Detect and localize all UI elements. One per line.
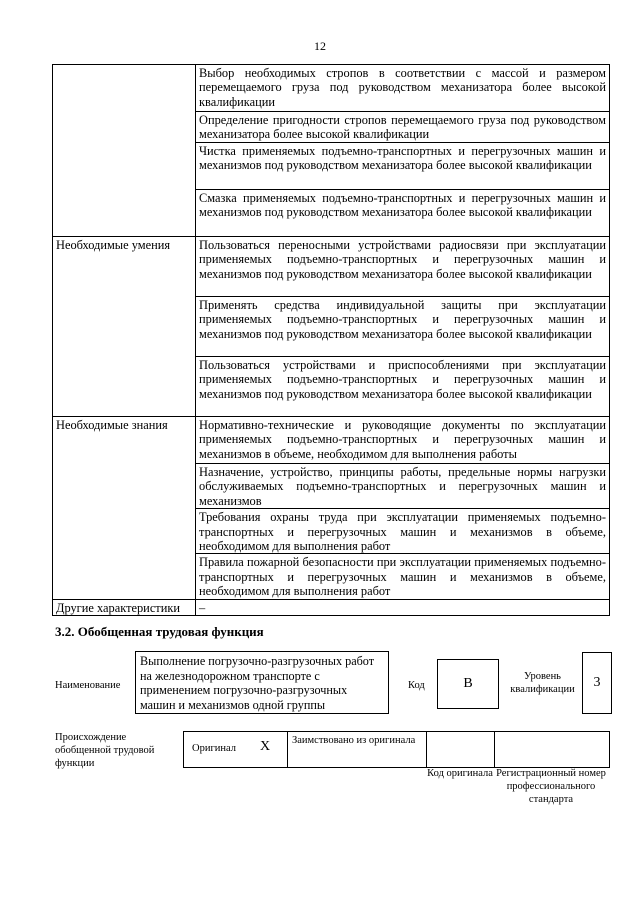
table-text-cell: Чистка применяемых подъемно-транспортных и перегрузочных машин и механизмов под руководством механизатора более высокой квалификации <box>196 143 610 190</box>
table-row <box>53 599 610 615</box>
name-value: Выполнение погрузочно-разгрузочных работ на железнодорожном транспорте с применением погрузочно-разгрузочных машин и механизмов одной группы <box>135 651 389 714</box>
table-label-cell: Необходимые умения <box>53 237 196 417</box>
table-text-cell: Пользоваться устройствами и приспособлениями при эксплуатации применяемых подъемно-транспортных и перегрузочных машин и механизмов под руководством механизатора более высокой квалификации <box>196 357 610 417</box>
table-text-cell: Требования охраны труда при эксплуатации применяемых подъемно-транспортных и перегрузочных машин и механизмов в объеме, необходимом для выполнения работ <box>196 509 610 554</box>
table-text-cell: Смазка применяемых подъемно-транспортных и перегрузочных машин и механизмов под руководством механизатора более высокой квалификации <box>196 190 610 237</box>
skills-table <box>52 64 610 616</box>
table-text-cell: Пользоваться переносными устройствами радиосвязи при эксплуатации применяемых подъемно-транспортных и перегрузочных машин и механизмов под руководством механизатора более высокой квалификации <box>196 237 610 297</box>
code-label: Код <box>408 680 425 691</box>
table-text-cell: Назначение, устройство, принципы работы, предельные нормы нагрузки обслуживаемых подъемно-транспортных и перегрузочных машин и механизмов <box>196 464 610 509</box>
original-label: Оригинал <box>192 743 236 754</box>
level-value: 3 <box>582 652 612 714</box>
code-value: B <box>437 659 499 709</box>
level-label: Уровень квалификации <box>510 671 575 695</box>
name-label: Наименование <box>55 680 121 691</box>
table-text-cell: Определение пригодности стропов перемещаемого груза под руководством механизатора более высокой квалификации <box>196 112 610 143</box>
origin-divider <box>494 731 495 767</box>
table-text-cell: Выбор необходимых стропов в соответствии с массой и размером перемещаемого груза под руководством механизатора более высокой квалификации <box>196 65 610 112</box>
table-label-cell: Другие характеристики <box>53 599 196 615</box>
table-text-cell: Нормативно-технические и руководящие документы по эксплуатации применяемых подъемно-транспортных и перегрузочных машин и механизмов в объеме, необходимом для выполнения работы <box>196 417 610 464</box>
table-text-cell: Правила пожарной безопасности при эксплуатации применяемых подъемно-транспортных и перегрузочных машин и механизмов в объеме, необходимом для выполнения работ <box>196 554 610 599</box>
origin-divider <box>426 731 427 767</box>
table-text-cell: – <box>196 599 610 615</box>
reg-number-label: Регистрационный номер профессионального стандарта <box>496 768 606 805</box>
table-text-cell: Применять средства индивидуальной защиты при эксплуатации применяемых подъемно-транспортных и перегрузочных машин и механизмов под руководством механизатора более высокой квалификации <box>196 297 610 357</box>
table-row <box>53 237 610 297</box>
original-mark: X <box>260 739 271 754</box>
origin-label: Происхождение обобщенной трудовой функции <box>55 732 155 769</box>
borrowed-label: Заимствовано из оригинала <box>292 735 416 746</box>
table-label-cell: Необходимые знания <box>53 417 196 600</box>
table-row <box>53 417 610 464</box>
section-title: 3.2. Обобщенная трудовая функция <box>55 624 264 639</box>
page-number: 12 <box>314 39 326 53</box>
table-row <box>53 65 610 112</box>
origin-divider <box>287 731 288 767</box>
table-label-cell <box>53 65 196 237</box>
code-original-label: Код оригинала <box>427 768 493 779</box>
